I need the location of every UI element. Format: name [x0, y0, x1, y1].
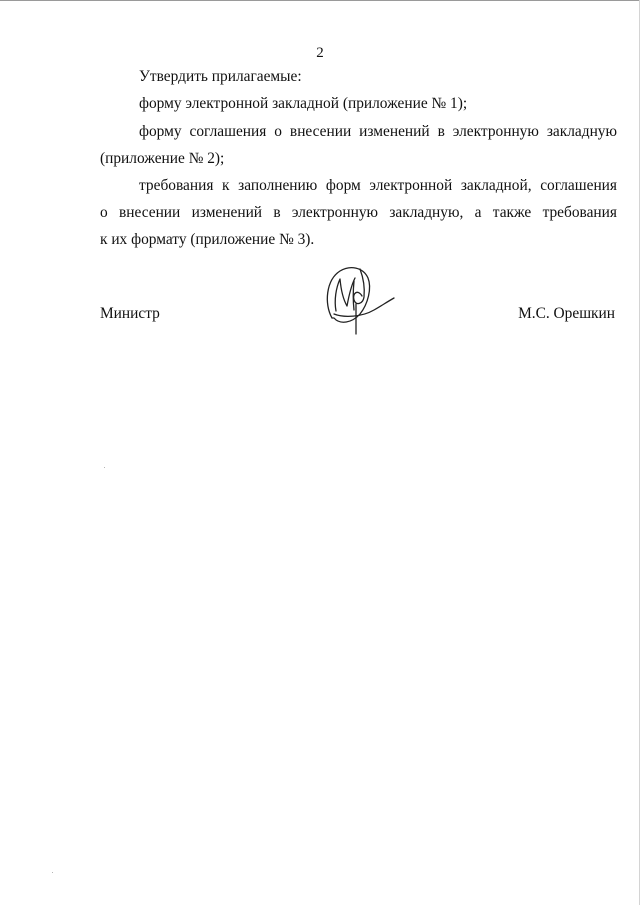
item-2-line-2: (приложение № 2);: [100, 150, 225, 167]
signer-name: М.С. Орешкин: [518, 305, 615, 322]
scan-speck: [104, 467, 105, 468]
signer-position: Министр: [100, 305, 160, 322]
scan-speck: [52, 872, 53, 873]
item-3-line-3: к их формату (приложение № 3).: [100, 231, 315, 248]
intro-paragraph: Утвердить прилагаемые:: [139, 68, 302, 85]
item-2-line-1: форму соглашения о внесении изменений в электронную закладную: [139, 123, 617, 140]
page-number: 2: [316, 45, 324, 61]
page-top-edge: [0, 0, 640, 1]
item-3-line-1: требования к заполнению форм электронной закладной, соглашения: [139, 177, 617, 194]
item-1-paragraph: форму электронной закладной (приложение № 1);: [139, 95, 468, 112]
item-3-line-2: о внесении изменений в электронную закладную, а также требования: [100, 204, 617, 221]
handwritten-signature: [318, 262, 398, 336]
